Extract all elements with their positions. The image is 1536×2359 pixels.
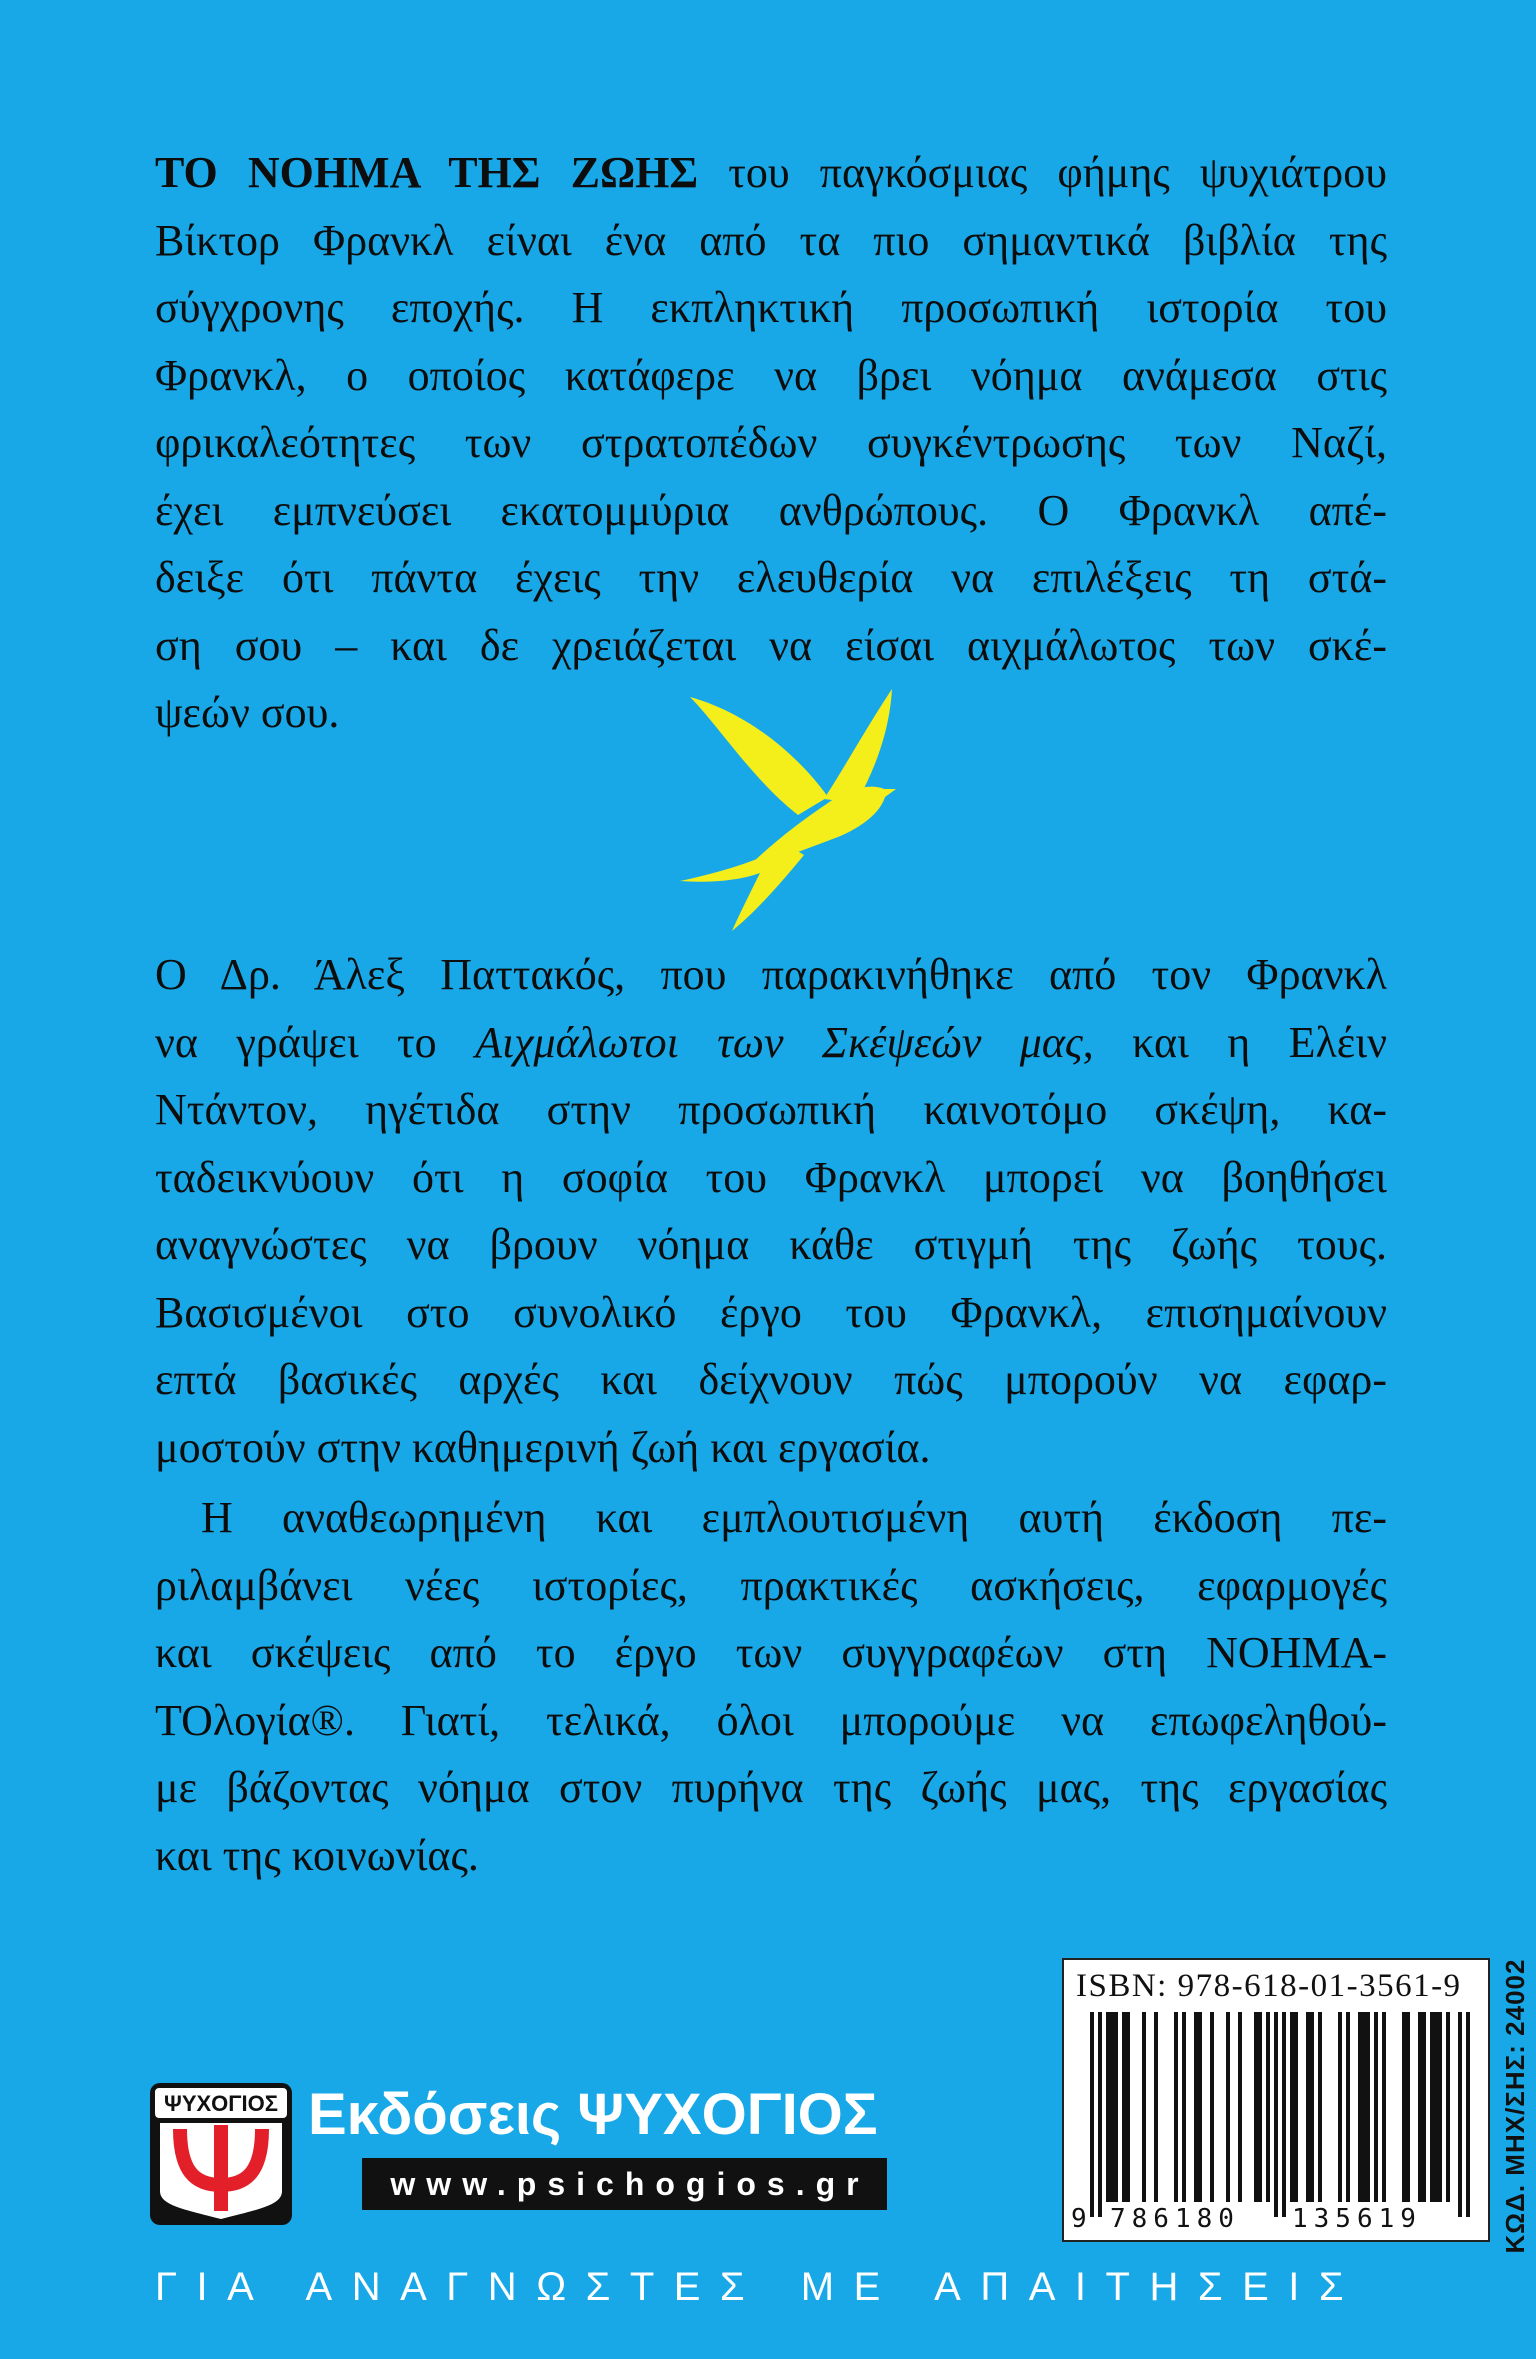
blurb-line: Ο Δρ. Άλεξ Παττακός, που παρακινήθηκε από τον Φρανκλ: [155, 950, 1387, 999]
blurb-paragraph-1: [155, 139, 1387, 747]
blurb-line: ση σου – και δε χρειάζεται να είσαι αιχμάλωτος των σκέ-: [155, 620, 1387, 670]
blurb-line: Η αναθεωρημένη και εμπλουτισμένη αυτή έκδοση πε-: [201, 1493, 1387, 1542]
blurb-line-text: , και η Ελέιν: [1082, 1017, 1388, 1067]
bird-left-wing: [690, 697, 828, 815]
blurb-line: Βίκτορ Φρανκλ είναι ένα από τα πιο σημαντικά βιβλία της: [155, 215, 1387, 265]
bird-right-wing: [824, 689, 892, 803]
blurb-line: και της κοινωνίας.: [155, 1830, 479, 1880]
barcode-left-digits: 786180: [1110, 2204, 1240, 2234]
psi-logo: [150, 2083, 292, 2225]
barcode-bar: [1226, 2012, 1230, 2202]
blurb-line: Φρανκλ, ο οποίος κατάφερε να βρει νόημα ανάμεσα στις: [155, 350, 1387, 400]
blurb-line: επτά βασικές αρχές και δείχνουν πώς μπορούν να εφαρ-: [155, 1355, 1387, 1404]
barcode-bar: [1266, 2012, 1270, 2202]
barcode-bar: [1210, 2012, 1214, 2202]
barcode-right-digits: 135619: [1292, 2204, 1422, 2234]
barcode-first-digit: 9: [1071, 2204, 1087, 2234]
barcode-bar: [1122, 2012, 1130, 2202]
website-url: www.psichogios.gr: [390, 2165, 870, 2202]
barcode-bar: [1098, 2012, 1102, 2217]
barcode-bar: [1238, 2012, 1242, 2202]
website-bar: [362, 2158, 887, 2210]
barcode-bar: [1274, 2012, 1278, 2217]
barcode-bar: [1382, 2012, 1386, 2202]
barcode-bar: [1182, 2012, 1186, 2202]
blurb-line-text: του παγκόσμιας φήμης ψυχιάτρου: [728, 148, 1388, 197]
barcode-bar: [1090, 2012, 1094, 2217]
barcode-bar: [1142, 2012, 1146, 2202]
barcode-bar: [1418, 2012, 1426, 2202]
barcode: [1090, 2012, 1470, 2217]
blurb-line: Βασισμένοι στο συνολικό έργο του Φρανκλ, επισημαίνουν: [155, 1287, 1387, 1337]
blurb-line: και σκέψεις από το έργο των συγγραφέων στη ΝΟΗΜΑ-: [155, 1628, 1387, 1677]
barcode-bar: [1282, 2012, 1286, 2217]
barcode-bar: [1358, 2012, 1370, 2202]
barcode-bar: [1338, 2012, 1342, 2202]
barcode-bar: [1466, 2012, 1470, 2217]
blurb-line: φρικαλεότητες των στρατοπέδων συγκέντρωσης των Ναζί,: [155, 418, 1387, 467]
barcode-bar: [1402, 2012, 1410, 2202]
machine-code-label: ΚΩΔ. ΜΗΧ/ΣΗΣ: 24002: [1500, 1958, 1530, 2254]
book-title-bold: ΤΟ ΝΟΗΜΑ ΤΗΣ ΖΩΗΣ: [155, 148, 699, 197]
barcode-bar: [1194, 2012, 1202, 2202]
barcode-bar: [1290, 2012, 1298, 2202]
bird-illustration: [678, 685, 898, 935]
barcode-bar: [1318, 2012, 1322, 2202]
blurb-line: σύγχρονης εποχής. Η εκπληκτική προσωπική ιστορία του: [155, 283, 1387, 332]
blurb-line: Ντάντον, ηγέτιδα στην προσωπική καινοτόμο σκέψη, κα-: [155, 1085, 1387, 1134]
blurb-line: ΤΟλογία®. Γιατί, τελικά, όλοι μπορούμε να επωφεληθού-: [155, 1695, 1387, 1745]
isbn-label: ISBN: 978-618-01-3561-9: [1076, 1968, 1462, 2004]
publisher-name: Εκδόσεις ΨΥΧΟΓΙΟΣ: [308, 2082, 878, 2147]
barcode-bar: [1306, 2012, 1314, 2202]
barcode-bar: [1346, 2012, 1350, 2202]
blurb-line: [155, 139, 1387, 207]
barcode-bar: [1374, 2012, 1378, 2202]
blurb-line: δειξε ότι πάντα έχεις την ελευθερία να επιλέξεις τη στά-: [155, 553, 1387, 602]
blurb-line: έχει εμπνεύσει εκατομμύρια ανθρώπους. Ο Φρανκλ απέ-: [155, 485, 1387, 535]
barcode-bar: [1106, 2012, 1118, 2202]
bird-tail: [680, 845, 804, 931]
barcode-bar: [1446, 2012, 1450, 2202]
barcode-bar: [1154, 2012, 1158, 2202]
blurb-line: με βάζοντας νόημα στον πυρήνα της ζωής μας, της εργασίας: [155, 1763, 1387, 1812]
publisher-slogan: ΓΙΑ ΑΝΑΓΝΩΣΤΕΣ ΜΕ ΑΠΑΙΤΗΣΕΙΣ: [155, 2265, 1364, 2309]
blurb-line: ταδεικνύουν ότι η σοφία του Φρανκλ μπορεί να βοηθήσει: [155, 1152, 1387, 1202]
blurb-line: αναγνώστες να βρουν νόημα κάθε στιγμή της ζωής τους.: [155, 1220, 1387, 1269]
barcode-bar: [1254, 2012, 1262, 2202]
blurb-line: [155, 1009, 1387, 1077]
barcode-bar: [1174, 2012, 1178, 2202]
blurb-line: μοστούν στην καθημερινή ζωή και εργασία.: [155, 1422, 931, 1472]
blurb-line: ριλαμβάνει νέες ιστορίες, πρακτικές ασκήσεις, εφαρμογές: [155, 1560, 1387, 1610]
barcode-bar: [1458, 2012, 1462, 2217]
blurb-paragraph-3: [155, 1484, 1387, 1889]
blurb-line-text: να γράψει το: [155, 1017, 437, 1067]
barcode-bar: [1430, 2012, 1442, 2202]
blurb-paragraph-2: [155, 941, 1387, 1481]
blurb-line: ψεών σου.: [155, 688, 340, 737]
referenced-book-title: Αιχμάλωτοι των Σκέψεών μας: [475, 1017, 1083, 1067]
logo-badge-text: ΨΥΧΟΓΙΟΣ: [164, 2091, 278, 2116]
